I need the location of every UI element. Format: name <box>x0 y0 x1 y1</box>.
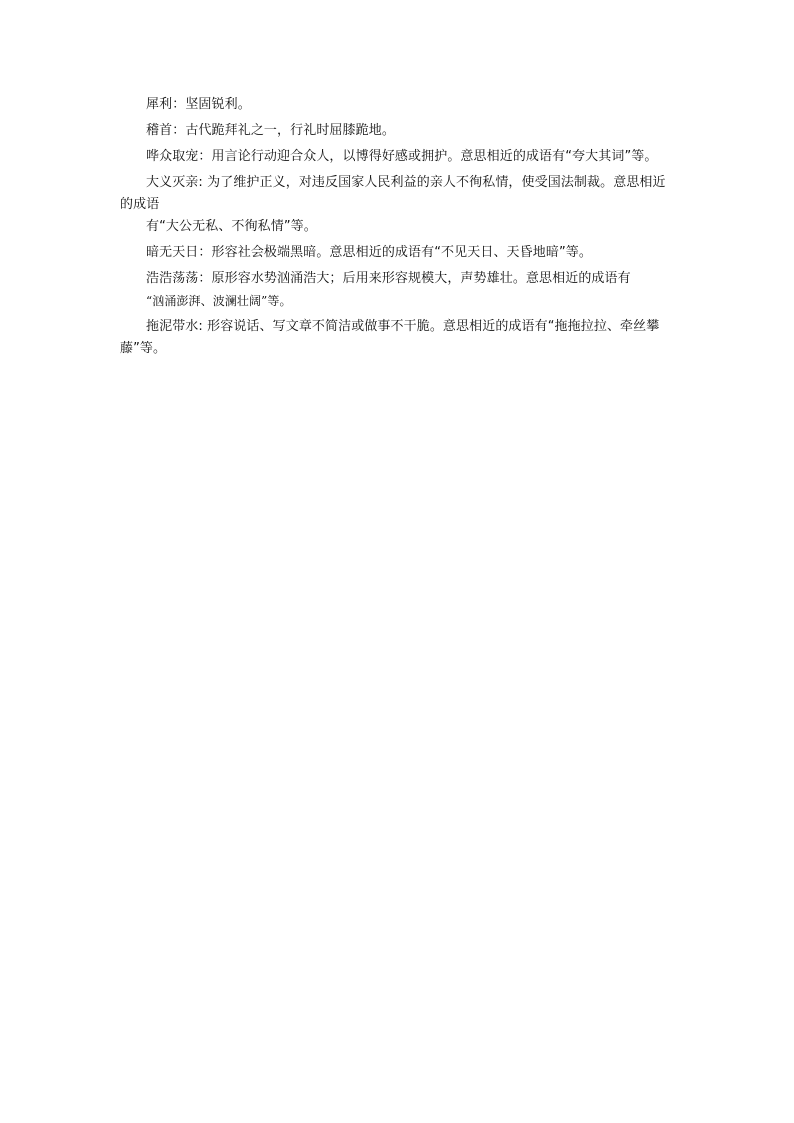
entry-term: 暗无天日 <box>146 245 199 260</box>
entry-definition: 坚固锐利。 <box>185 97 251 112</box>
entry-dayimieqin <box>120 172 676 216</box>
entry-term: 大义灭亲 <box>146 175 199 190</box>
entry-term: 稽首 <box>146 123 173 138</box>
entry-definition: 形容社会极端黑暗。意思相近的成语有“不见天日、天昏地暗”等。 <box>211 245 592 260</box>
entry-separator: ： <box>198 245 212 260</box>
entry-separator: ： <box>198 271 212 286</box>
entry-haohaodangdang-continued <box>120 290 676 312</box>
entry-xili <box>120 94 676 116</box>
entry-dayimieqin-continued <box>120 216 676 238</box>
entry-separator: ： <box>172 123 186 138</box>
entry-definition: “汹涌澎湃、波澜壮阔”等。 <box>146 294 292 308</box>
entry-term: 犀利 <box>146 97 173 112</box>
entry-separator: ： <box>198 149 212 164</box>
entry-anwutianri <box>120 242 676 264</box>
entry-tuonidaishui <box>120 316 676 360</box>
entry-definition: 为了维护正义，对违反国家人民利益的亲人不徇私情，使受国法制裁。意思相近的成语 <box>120 175 666 212</box>
entry-separator: : <box>198 175 208 190</box>
entry-huazhongquchong <box>120 146 676 168</box>
entry-definition: 用言论行动迎合众人，以博得好感或拥护。意思相近的成语有“夸大其词”等。 <box>211 149 658 164</box>
entry-haohaodangdang <box>120 268 676 290</box>
definition-list <box>120 94 676 364</box>
entry-term: 浩浩荡荡 <box>146 271 199 286</box>
entry-definition: 古代跪拜礼之一，行礼时屈膝跪地。 <box>185 123 395 138</box>
entry-definition: 原形容水势汹涌浩大；后用来形容规模大，声势雄壮。意思相近的成语有 <box>211 271 631 286</box>
entry-definition: 有“大公无私、不徇私情”等。 <box>146 219 317 234</box>
entry-jishou <box>120 120 676 142</box>
entry-term: 哗众取宠 <box>146 149 199 164</box>
entry-separator: ： <box>172 97 186 112</box>
entry-term: 拖泥带水 <box>146 319 199 334</box>
entry-definition: 形容说话、写文章不简洁或做事不干脆。意思相近的成语有“拖拖拉拉、牵丝攀藤”等。 <box>120 319 660 356</box>
entry-separator: : <box>198 319 208 334</box>
